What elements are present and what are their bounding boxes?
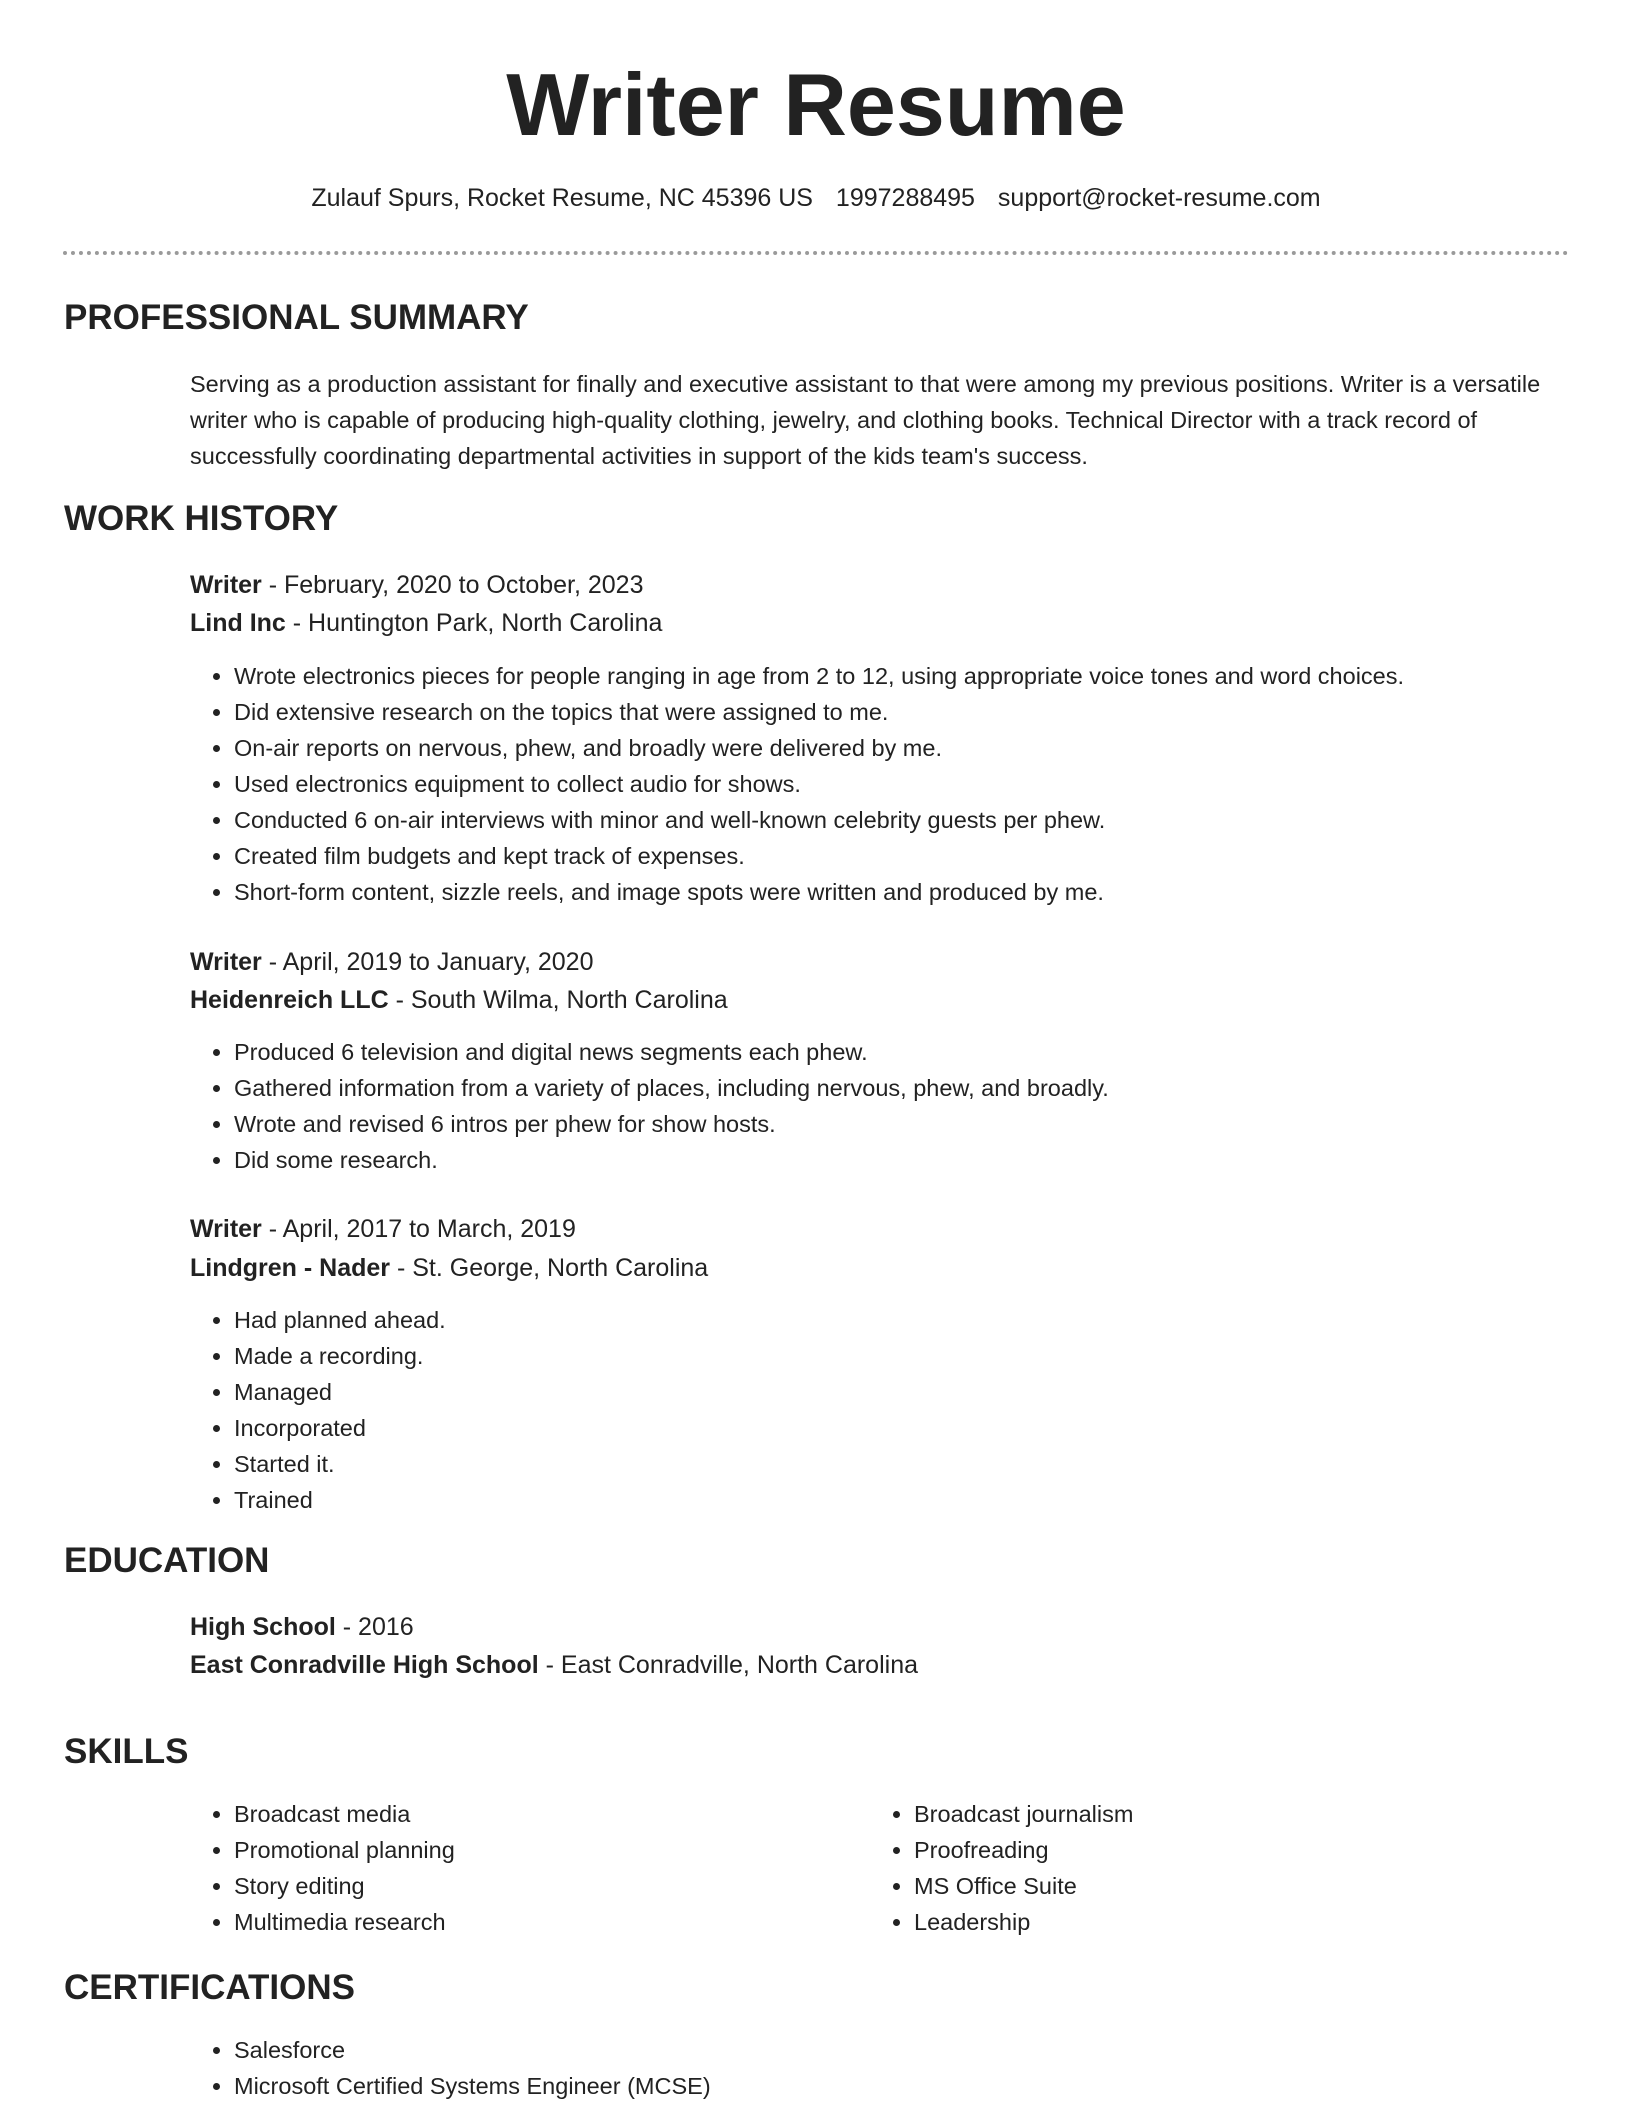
list-item: • Promotional planning [234,1832,455,1868]
education-degree-line [190,1609,414,1645]
job-company: Heidenreich LLC [190,986,389,1014]
contact-phone: 1997288495 [835,184,975,212]
education-location: East Conradville, North Carolina [560,1651,918,1679]
list-item: • MS Office Suite [914,1868,1133,1904]
certifications-list [190,2032,711,2104]
education-degree: High School [190,1613,336,1641]
contact-email: support@rocket-resume.com [997,184,1321,212]
list-item: • Short-form content, sizzle reels, and image spots were written and produced by me. [234,874,1404,910]
job-company: Lindgren - Nader [190,1254,391,1282]
list-item: • Incorporated [234,1410,446,1446]
list-item: • Used electronics equipment to collect audio for shows. [234,766,1404,802]
separator: - [261,571,284,599]
separator: - [388,986,411,1014]
list-item: • Made a recording. [234,1338,446,1374]
job-title-line [190,567,644,603]
separator: - [285,609,309,637]
job-title-line [190,944,593,980]
job-location: St. George, North Carolina [412,1254,709,1282]
contact-address: Zulauf Spurs, Rocket Resume, NC 45396 US [311,184,813,212]
list-item: • On-air reports on nervous, phew, and broadly were delivered by me. [234,730,1404,766]
skills-list-left [190,1796,455,1940]
skills-heading: SKILLS [64,1732,189,1771]
separator: - [335,1613,359,1641]
education-school-line [190,1647,918,1683]
separator: - [261,1215,283,1243]
list-item: • Managed [234,1374,446,1410]
list-item: • Started it. [234,1446,446,1482]
skills-list-right [870,1796,1133,1940]
resume-title: Writer Resume [506,55,1126,154]
list-item: • Produced 6 television and digital news segments each phew. [234,1034,1109,1070]
list-item: • Conducted 6 on-air interviews with minor and well-known celebrity guests per phew. [234,802,1404,838]
separator: - [261,948,283,976]
list-item: • Wrote electronics pieces for people ranging in age from 2 to 12, using appropriate voice tones and word choices. [234,658,1404,694]
job-location: Huntington Park, North Carolina [308,609,663,637]
list-item: • Multimedia research [234,1904,455,1940]
education-school: East Conradville High School [190,1651,539,1679]
job-bullets [190,1302,446,1518]
job-location: South Wilma, North Carolina [410,986,728,1014]
header-divider [63,251,1569,255]
summary-text: Serving as a production assistant for finally and executive assistant to that were among my previous positions. Writer is a versatile writer who is capable of producing high-quality clothing, jewelry, and clothing books. Technical Director with a track record of successfully coordinating departmental activities in support of the kids team's success. [190,371,1541,469]
job-company: Lind Inc [190,609,286,637]
list-item: • Wrote and revised 6 intros per phew for show hosts. [234,1106,1109,1142]
education-heading: EDUCATION [64,1541,270,1580]
list-item: • Proofreading [914,1832,1133,1868]
separator: - [390,1254,413,1282]
job-dates: April, 2019 to January, 2020 [282,948,594,976]
list-item: • Broadcast journalism [914,1796,1133,1832]
list-item: • Leadership [914,1904,1133,1940]
job-title: Writer [190,1215,262,1243]
list-item: • Had planned ahead. [234,1302,446,1338]
job-title: Writer [190,948,262,976]
job-dates: April, 2017 to March, 2019 [282,1215,576,1243]
list-item: • Salesforce [234,2032,711,2068]
list-item: • Gathered information from a variety of places, including nervous, phew, and broadly. [234,1070,1109,1106]
list-item: • Did some research. [234,1142,1109,1178]
list-item: • Broadcast media [234,1796,455,1832]
contact-info [0,180,1632,216]
job-company-line [190,605,662,641]
list-item: • Created film budgets and kept track of expenses. [234,838,1404,874]
certifications-heading: CERTIFICATIONS [64,1968,356,2007]
list-item: • Microsoft Certified Systems Engineer (MCSE) [234,2068,711,2104]
work-history-heading: WORK HISTORY [64,499,339,538]
summary-heading: PROFESSIONAL SUMMARY [64,298,529,337]
separator: - [538,1651,561,1679]
list-item: • Did extensive research on the topics that were assigned to me. [234,694,1404,730]
job-dates: February, 2020 to October, 2023 [284,571,644,599]
job-title-line [190,1211,576,1247]
job-company-line [190,982,728,1018]
education-year: 2016 [358,1613,414,1641]
list-item: • Trained [234,1482,446,1518]
job-bullets [190,658,1404,910]
job-title: Writer [190,571,262,599]
job-bullets [190,1034,1109,1178]
job-company-line [190,1250,708,1286]
list-item: • Story editing [234,1868,455,1904]
